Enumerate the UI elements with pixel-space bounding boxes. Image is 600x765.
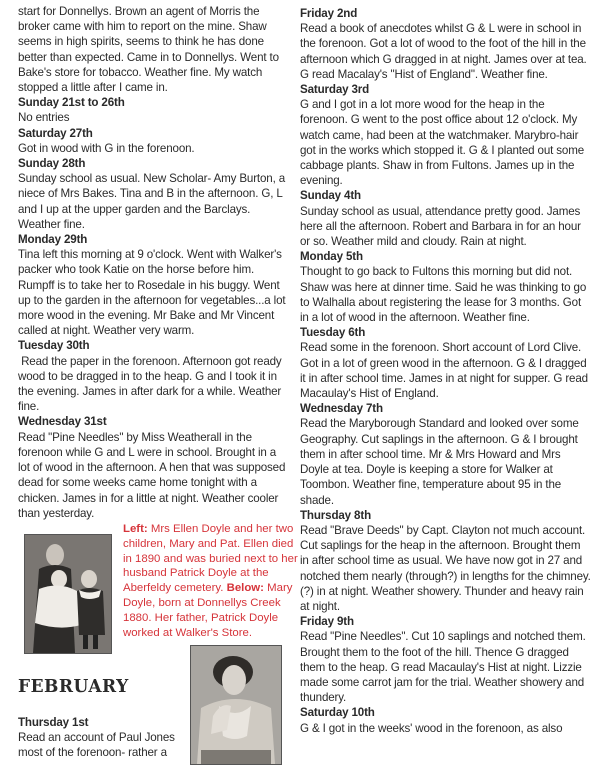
entry-text: Tina left this morning at 9 o'clock. Went with Walker's packer who took Katie on the horse before him. Rumpff is to take her to Rosedale in his buggy. Went up to the garden in the afternoon for vegetables...a lot more wood in the evening. Mr Bake and Mr Vincent called at night. Weather very warm. xyxy=(18,248,286,338)
photo-caption xyxy=(123,522,303,640)
right-column xyxy=(300,6,592,736)
diary-entry xyxy=(300,401,592,507)
entry-text: Read "Pine Needles" by Miss Weatherall in the forenoon while G and L were in school. Brought in a lot of wood in the afternoon. A hen that was supposed dead for some weeks came home tonight with a chicken. James in for a little at night. Weather cooler than yesterday. xyxy=(18,430,286,520)
photo-section xyxy=(18,520,300,763)
entry-heading: Saturday 27th xyxy=(18,126,93,140)
entry-heading: Sunday 4th xyxy=(300,189,361,203)
diary-entry xyxy=(300,614,592,705)
diary-entry xyxy=(300,325,592,401)
entry-heading: Thursday 1st xyxy=(18,716,89,729)
diary-entry xyxy=(300,6,592,82)
diary-entry xyxy=(18,156,290,232)
entry-heading: Wednesday 31st xyxy=(18,415,107,429)
left-column xyxy=(18,4,290,521)
entry-text: Read an account of Paul Jones most of the forenoon- rather a xyxy=(18,731,175,760)
entry-text: Read the paper in the forenoon. Afternoon got ready wood to be dragged in to the heap. G and I took it in the evening. James in after dark for a while. Weather fine. xyxy=(18,354,285,414)
mary-doyle-photo xyxy=(190,645,282,765)
entry-text: Sunday school as usual, attendance pretty good. James here all the afternoon. Robert and Barbara in for an hour or so. Weather mild and cloudy. Rain at night. xyxy=(300,204,581,249)
entry-text: G & I got in the weeks' wood in the forenoon, as also xyxy=(300,721,563,735)
entry-heading: Saturday 10th xyxy=(300,706,375,720)
continuation-text: start for Donnellys. Brown an agent of Morris the broker came with him to report on the mine. Shaw seems in high spirits, seems to think he has done better than expected. Came in to Donnellys. Went to Bake's store for tobacco. Weather fine. My watch stopped a little after I came in. xyxy=(18,5,279,95)
diary-entry xyxy=(18,414,290,520)
diary-entry xyxy=(18,95,290,125)
entry-heading: Tuesday 30th xyxy=(18,339,90,353)
entry-heading: Sunday 21st to 26th xyxy=(18,96,125,110)
family-photo-image xyxy=(25,535,111,653)
entry-text: No entries xyxy=(18,111,70,125)
entry-text: Got in wood with G in the forenoon. xyxy=(18,141,195,155)
diary-entry xyxy=(300,508,592,614)
caption-below-label: Below: xyxy=(226,582,264,595)
family-photo xyxy=(24,534,112,654)
diary-entry xyxy=(18,715,183,761)
entry-heading: Tuesday 6th xyxy=(300,326,366,340)
entry-text: Sunday school as usual. New Scholar- Amy Burton, a niece of Mrs Bakes. Tina and B in the afternoon. G, L and I up at the upper garden and the Barclays. Weather fine. xyxy=(18,172,286,231)
diary-entry xyxy=(18,232,290,338)
caption-left-text: Mrs Ellen Doyle and her two children, Mary and Pat. Ellen died in 1890 and was buried next to her husband Patrick Doyle at the Aberfeldy cemetery. xyxy=(123,523,298,595)
entry-heading: Thursday 8th xyxy=(300,508,371,522)
entry-heading: Saturday 3rd xyxy=(300,83,370,97)
entry-text: Read a book of anecdotes whilst G & L were in school in the forenoon. Got a lot of wood to the foot of the hill in the afternoon which G dragged in at night. James over at tea. G read Macalay's "Hist of England". Weather fine. xyxy=(300,22,587,81)
diary-entry xyxy=(300,82,592,188)
entry-text: Read some in the forenoon. Short account of Lord Clive. Got in a lot of green wood in the afternoon. G & I dragged it in after school time. James in at night for supper. G read Macaulay's Hist of England. xyxy=(300,341,588,401)
diary-entry xyxy=(300,188,592,249)
entry-text: Read "Pine Needles". Cut 10 saplings and notched them. Brought them to the foot of the hill. Thence G dragged them to the heap. G read Macaulay's Hist at night. Lizzie made some carrot jam for the trial. Weather showery and thundery. xyxy=(300,630,586,705)
entry-text: Read "Brave Deeds" by Capt. Clayton not much account. Cut saplings for the heap in the afternoon. Brought them in after school time as usual. We have now got in 27 and notched them nearly (through?) in lengths for the chimney. (?) in at night. Weather showery. Thunder and heavy rain at night. xyxy=(300,523,591,613)
diary-entry xyxy=(300,249,592,325)
diary-entry xyxy=(18,338,290,414)
entry-heading: Wednesday 7th xyxy=(300,402,383,416)
entry-text: G and I got in a lot more wood for the heap in the forenoon. G went to the post office about 12 o'clock. My watch came, had been at the watchmaker. Marybro-hair got in the works which stopped it. G & I planted out some cabbage plants. Shaw in from Fultons. James up in the evening. xyxy=(300,98,585,188)
entry-heading: Friday 9th xyxy=(300,615,354,629)
entry-heading: Friday 2nd xyxy=(300,7,358,20)
month-heading: FEBRUARY xyxy=(18,676,129,698)
entry-text: Read the Maryborough Standard and looked over some Geography. Cut saplings in the afternoon. G & I brought them in after school time. Mr & Mrs Howard and Mrs Doyle at tea. Doyle is keeping a store for Walker at Toombon. Weather fine, temperature about 95 in the shade. xyxy=(300,417,579,507)
entry-heading: Monday 29th xyxy=(18,233,88,247)
entry-text: Thought to go back to Fultons this morning but did not. Shaw was here at dinner time. Said he was thinking to go to Walhalla about registering the lease for 3 months. Got in a lot of wood in the afternoon. Weather fine. xyxy=(300,265,587,325)
caption-left-label: Left: xyxy=(123,523,148,535)
entry-heading: Sunday 28th xyxy=(18,157,86,171)
mary-doyle-photo-image xyxy=(191,646,281,764)
diary-entry xyxy=(300,705,592,735)
entry-heading: Monday 5th xyxy=(300,250,363,264)
diary-entry xyxy=(18,126,290,156)
caption-below-text: Mary Doyle, born at Donnellys Creek 1880. Her father, Patrick Doyle worked at Walker's Store. xyxy=(123,582,293,639)
